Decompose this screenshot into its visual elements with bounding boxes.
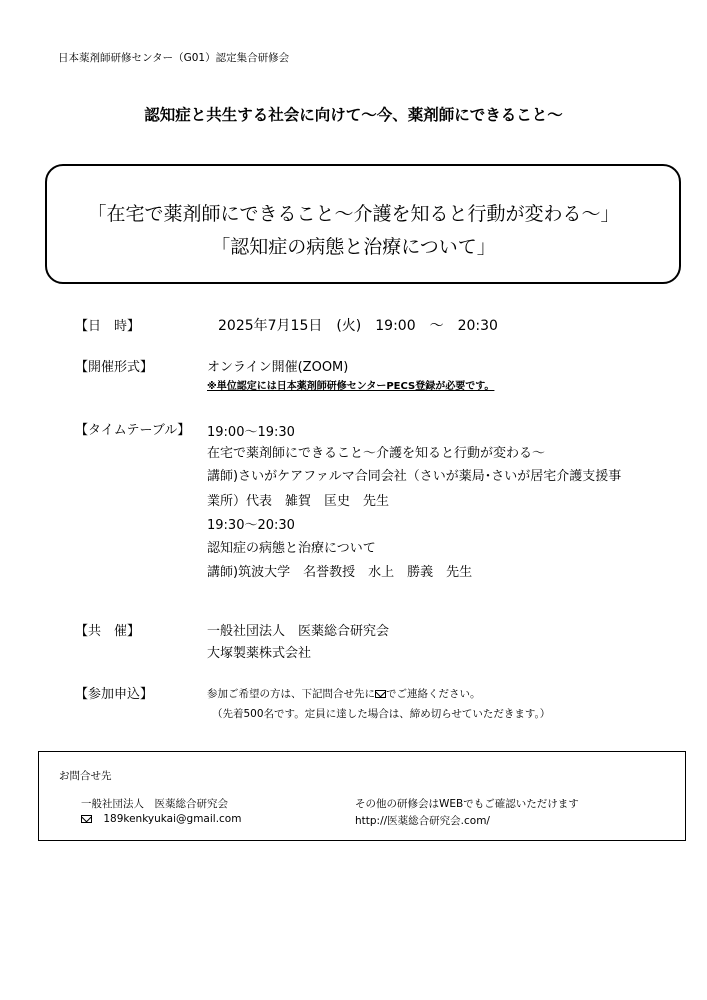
contact-web-note: その他の研修会はWEBでもご確認いただけます	[355, 798, 579, 810]
timetable-line: 19:00～19:30	[207, 425, 295, 440]
timetable-line: 在宅で薬剤師にできること～介護を知ると行動が変わる～	[207, 446, 546, 461]
contact-heading: お問合せ先	[59, 770, 112, 782]
schedule-value: 2025年7月15日 (火) 19:00 ～ 20:30	[218, 318, 498, 334]
mail-icon	[375, 690, 386, 698]
format-label: 【開催形式】	[75, 360, 154, 375]
title-line-2: 「認知症の病態と治療について」	[211, 236, 496, 258]
format-value: オンライン開催(ZOOM)	[207, 360, 349, 375]
contact-email-row	[81, 813, 241, 825]
main-title: 認知症と共生する社会に向けて～今、薬剤師にできること～	[144, 106, 563, 124]
contact-org: 一般社団法人 医薬総合研究会	[81, 798, 228, 810]
timetable-line: 講師)筑波大学 名誉教授 水上 勝義 先生	[207, 565, 473, 580]
cohost-line: 大塚製薬株式会社	[207, 646, 312, 661]
timetable-line: 認知症の病態と治療について	[207, 541, 376, 556]
apply-text-post: でご連絡ください。	[386, 688, 481, 700]
title-line-1: 「在宅で薬剤師にできること～介護を知ると行動が変わる～」	[87, 203, 620, 225]
apply-line-1	[207, 686, 481, 701]
contact-url[interactable]: http://医薬総合研究会.com/	[355, 815, 490, 827]
apply-label: 【参加申込】	[75, 687, 154, 702]
timetable-line: 業所）代表 雑賀 匡史 先生	[207, 494, 390, 509]
apply-line-2: （先着500名です。定員に達した場合は、締め切らせていただきます。）	[212, 708, 551, 720]
mail-icon	[81, 815, 92, 823]
timetable-label: 【タイムテーブル】	[75, 423, 191, 438]
timetable-line: 講師)さいがケアファルマ合同会社（さいが薬局･さいが居宅介護支援事	[207, 469, 622, 484]
organizer-header: 日本薬剤師研修センター（G01）認定集合研修会	[58, 52, 290, 64]
format-note: ※単位認定には日本薬剤師研修センターPECS登録が必要です。	[207, 381, 495, 392]
cohost-line: 一般社団法人 医薬総合研究会	[207, 624, 390, 639]
contact-email[interactable]: 189kenkyukai@gmail.com	[103, 813, 242, 825]
timetable-line: 19:30～20:30	[207, 518, 295, 533]
apply-text-pre: 参加ご希望の方は、下記問合せ先に	[207, 688, 375, 700]
schedule-label: 【日 時】	[75, 319, 141, 334]
cohost-label: 【共 催】	[75, 624, 141, 639]
